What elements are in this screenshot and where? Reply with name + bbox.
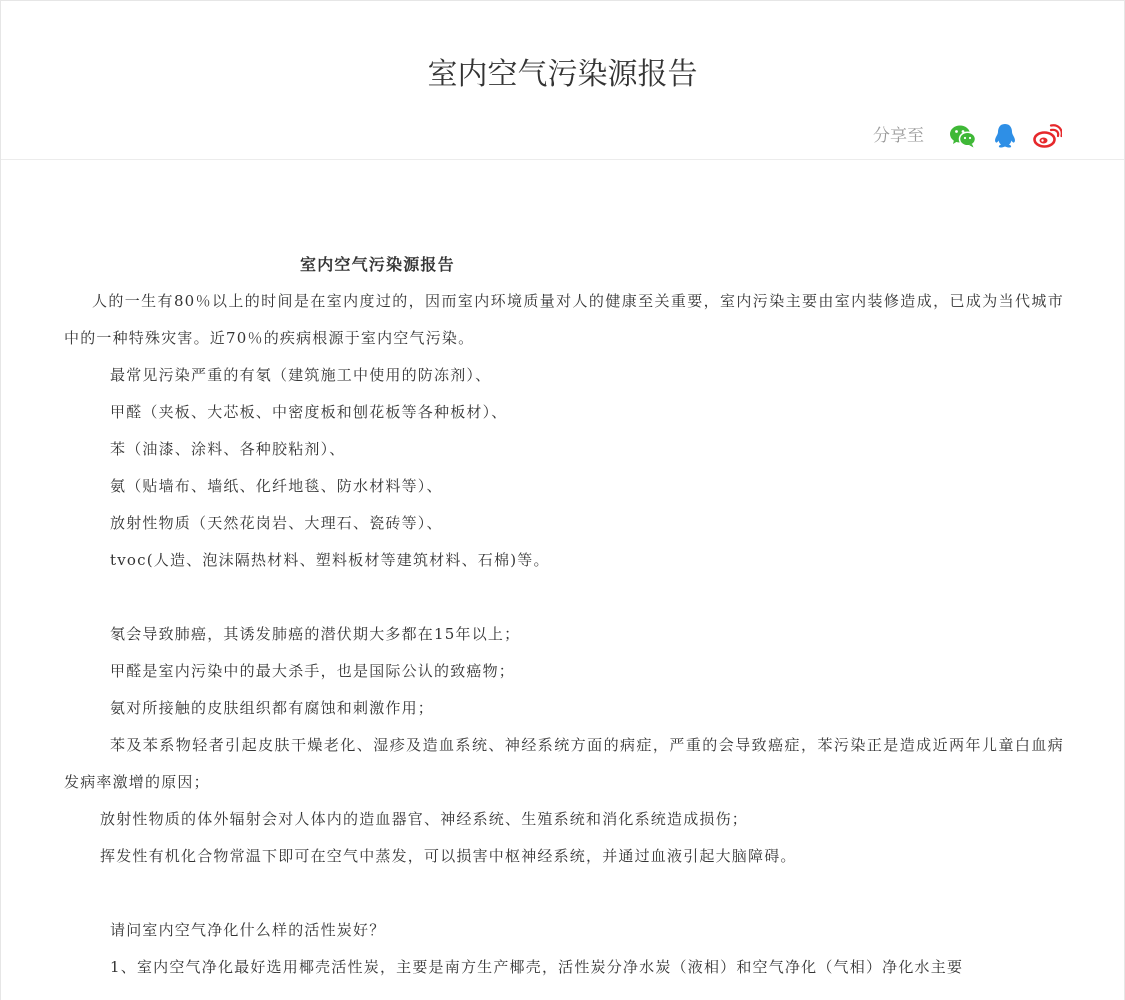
blank-line: [64, 875, 1064, 912]
benzene-paragraph: 苯及苯系物轻者引起皮肤干燥老化、湿疹及造血系统、神经系统方面的病症，严重的会导致癌症，苯污染正是造成近两年儿童白血病发病率激增的原因；: [64, 736, 1064, 791]
qq-icon[interactable]: [990, 122, 1020, 150]
source-item: 苯（油漆、涂料、各种胶粘剂）、: [110, 440, 346, 458]
blank-line: [64, 579, 1064, 616]
article-heading: 室内空气污染源报告: [300, 255, 455, 274]
intro-paragraph: 人的一生有80％以上的时间是在室内度过的，因而室内环境质量对人的健康至关重要，室内污染主要由室内装修造成，已成为当代城市中的一种特殊灾害。近70％的疾病根源于室内空气污染。: [64, 292, 1064, 347]
harm-item: 氡会导致肺癌，其诱发肺癌的潜伏期大多都在15年以上；: [110, 625, 521, 643]
page-title: 室内空气污染源报告: [427, 57, 698, 92]
wechat-icon[interactable]: [948, 122, 978, 150]
page-header: [1, 1, 1124, 160]
article-body: [64, 246, 1064, 986]
source-item: 氨（贴墙布、墙纸、化纤地毯、防水材料等）、: [110, 477, 443, 495]
source-item: 放射性物质（天然花岗岩、大理石、瓷砖等）、: [110, 514, 443, 532]
weibo-icon[interactable]: [1032, 122, 1062, 150]
volatile-paragraph: 挥发性有机化合物常温下即可在空气中蒸发，可以损害中枢神经系统，并通过血液引起大脑障碍。: [100, 847, 797, 865]
harm-item: 氨对所接触的皮肤组织都有腐蚀和刺激作用；: [110, 699, 435, 717]
share-label: 分享至: [873, 126, 924, 146]
harm-item: 甲醛是室内污染中的最大杀手，也是国际公认的致癌物；: [110, 662, 516, 680]
share-bar: [873, 122, 1062, 150]
answer-paragraph: 1、室内空气净化最好选用椰壳活性炭，主要是南方生产椰壳，活性炭分净水炭（液相）和空气净化（气相）净化水主要: [110, 958, 964, 976]
radiation-paragraph: 放射性物质的体外辐射会对人体内的造血器官、神经系统、生殖系统和消化系统造成损伤；: [100, 810, 749, 828]
source-item: tvoc(人造、泡沫隔热材料、塑料板材等建筑材料、石棉)等。: [110, 551, 550, 569]
source-item: 最常见污染严重的有氡（建筑施工中使用的防冻剂）、: [110, 366, 492, 384]
source-item: 甲醛（夹板、大芯板、中密度板和刨花板等各种板材）、: [110, 403, 508, 421]
question-paragraph: 请问室内空气净化什么样的活性炭好？: [110, 921, 386, 939]
